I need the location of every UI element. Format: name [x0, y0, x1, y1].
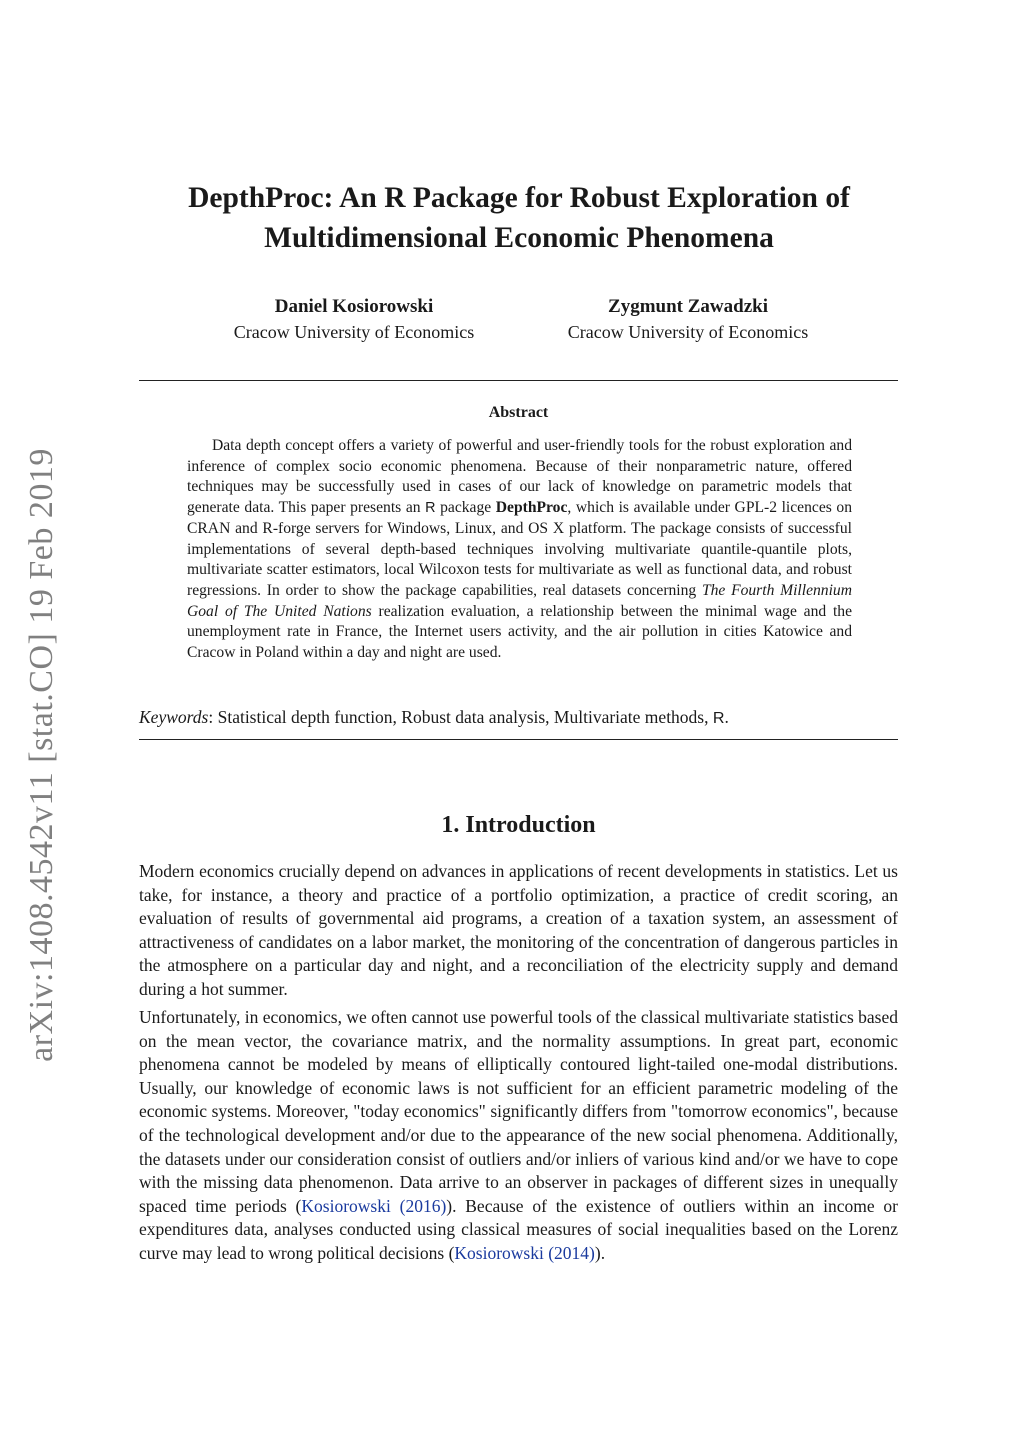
author-block-2 [538, 296, 838, 344]
author-affiliation: Cracow University of Economics [233, 322, 475, 342]
abstract-bottom-rule [139, 739, 898, 740]
author-affiliation: Cracow University of Economics [567, 322, 809, 342]
intro-paragraph-1: Modern economics crucially depend on advances in applications of recent developments in statistics. Let us take, for instance, a theory and practice of a portfolio optimization, a practice of credit scoring, an evaluation of results of governmental aid programs, a creation of a taxation system, an assessment of attractiveness of candidates on a labor market, the monitoring of the concentration of dangerous particles in the atmosphere on a particular day and night, and a reconciliation of the electricity supply and demand during a hot summer. [139, 861, 898, 999]
title-line-1: DepthProc: An R Package for Robust Exploration of [188, 182, 850, 214]
package-name: DepthProc [495, 499, 568, 517]
abstract-text-part: realization evaluation, a relationship between the minimal wage and the unemployment rate in France, the Internet users activity, and the air pollution in cities Katowice and Cracow in Poland within a day and night are used. [187, 602, 852, 662]
paragraph-text-part: ). [594, 1242, 606, 1263]
keywords-line [139, 706, 898, 729]
abstract-top-rule [139, 380, 898, 381]
author-name: Zygmunt Zawadzki [608, 296, 768, 317]
paper-title [140, 178, 898, 258]
citation-link-kosiorowski-2016[interactable]: Kosiorowski (2016) [301, 1195, 447, 1216]
abstract-heading: Abstract [488, 404, 549, 421]
r-language-symbol: R [712, 709, 725, 727]
author-name: Daniel Kosiorowski [274, 296, 434, 317]
paragraph-text-part: ). Because of the existence of outliers within an income or expenditures data, analyses conducted using classical measures of social inequalities based on the Lorenz curve may lead to wrong political decisions ( [139, 1195, 899, 1263]
abstract-text [187, 436, 852, 664]
abstract-text-part: package [435, 499, 496, 517]
title-line-2: Multidimensional Economic Phenomena [264, 222, 774, 254]
paragraph-text-part: Unfortunately, in economics, we often cannot use powerful tools of the classical multivariate statistics based on the mean vector, the covariance matrix, and the normality assumptions. In great part, economic phenomena cannot be modeled by means of elliptically contoured light-tailed one-modal distributions. Usually, our knowledge of economic laws is not sufficient for an efficient parametric modeling of the economic systems. Moreover, "today economics" significantly differs from "tomorrow economics", because of the technological development and/or due to the appearance of the new social phenomena. Additionally, the datasets under our consideration consist of outliers and/or inliers of various kind and/or we have to cope with the missing data phenomenon. Data arrive to an observer in packages of different sizes in unequally spaced time periods ( [139, 1007, 898, 1216]
author-block-1 [204, 296, 504, 344]
keywords-label: Keywords [139, 707, 209, 727]
abstract-text-part: Data depth concept offers a variety of powerful and user-friendly tools for the robust exploration and inference of complex socio economic phenomena. Because of their nonparametric nature, offered techniques may be successfully used in cases of our lack of knowledge on parametric models that generate data. This paper presents an [187, 437, 852, 517]
citation-link-kosiorowski-2014[interactable]: Kosiorowski (2014) [454, 1242, 595, 1263]
keywords-end: . [724, 707, 729, 727]
keywords-text: : Statistical depth function, Robust data analysis, Multivariate methods, [208, 707, 713, 727]
goal-title: The Fourth Millennium Goal of The United Nations [187, 581, 852, 620]
intro-paragraph-2 [139, 1006, 898, 1266]
r-language-symbol: R [425, 500, 436, 517]
abstract-text-part: , which is available under GPL-2 licences on CRAN and R-forge servers for Windows, Linux, and OS X platform. The package consists of successful implementations of several depth-based techniques involving multivariate quantile-quantile plots, multivariate scatter estimators, local Wilcoxon tests for multivariate as well as functional data, and robust regressions. In order to show the package capabilities, real datasets concerning [187, 499, 853, 599]
section-heading-introduction: 1. Introduction [441, 812, 596, 838]
arxiv-identifier-stamp: arXiv:1408.4542v11 [stat.CO] 19 Feb 2019 [23, 448, 60, 1062]
